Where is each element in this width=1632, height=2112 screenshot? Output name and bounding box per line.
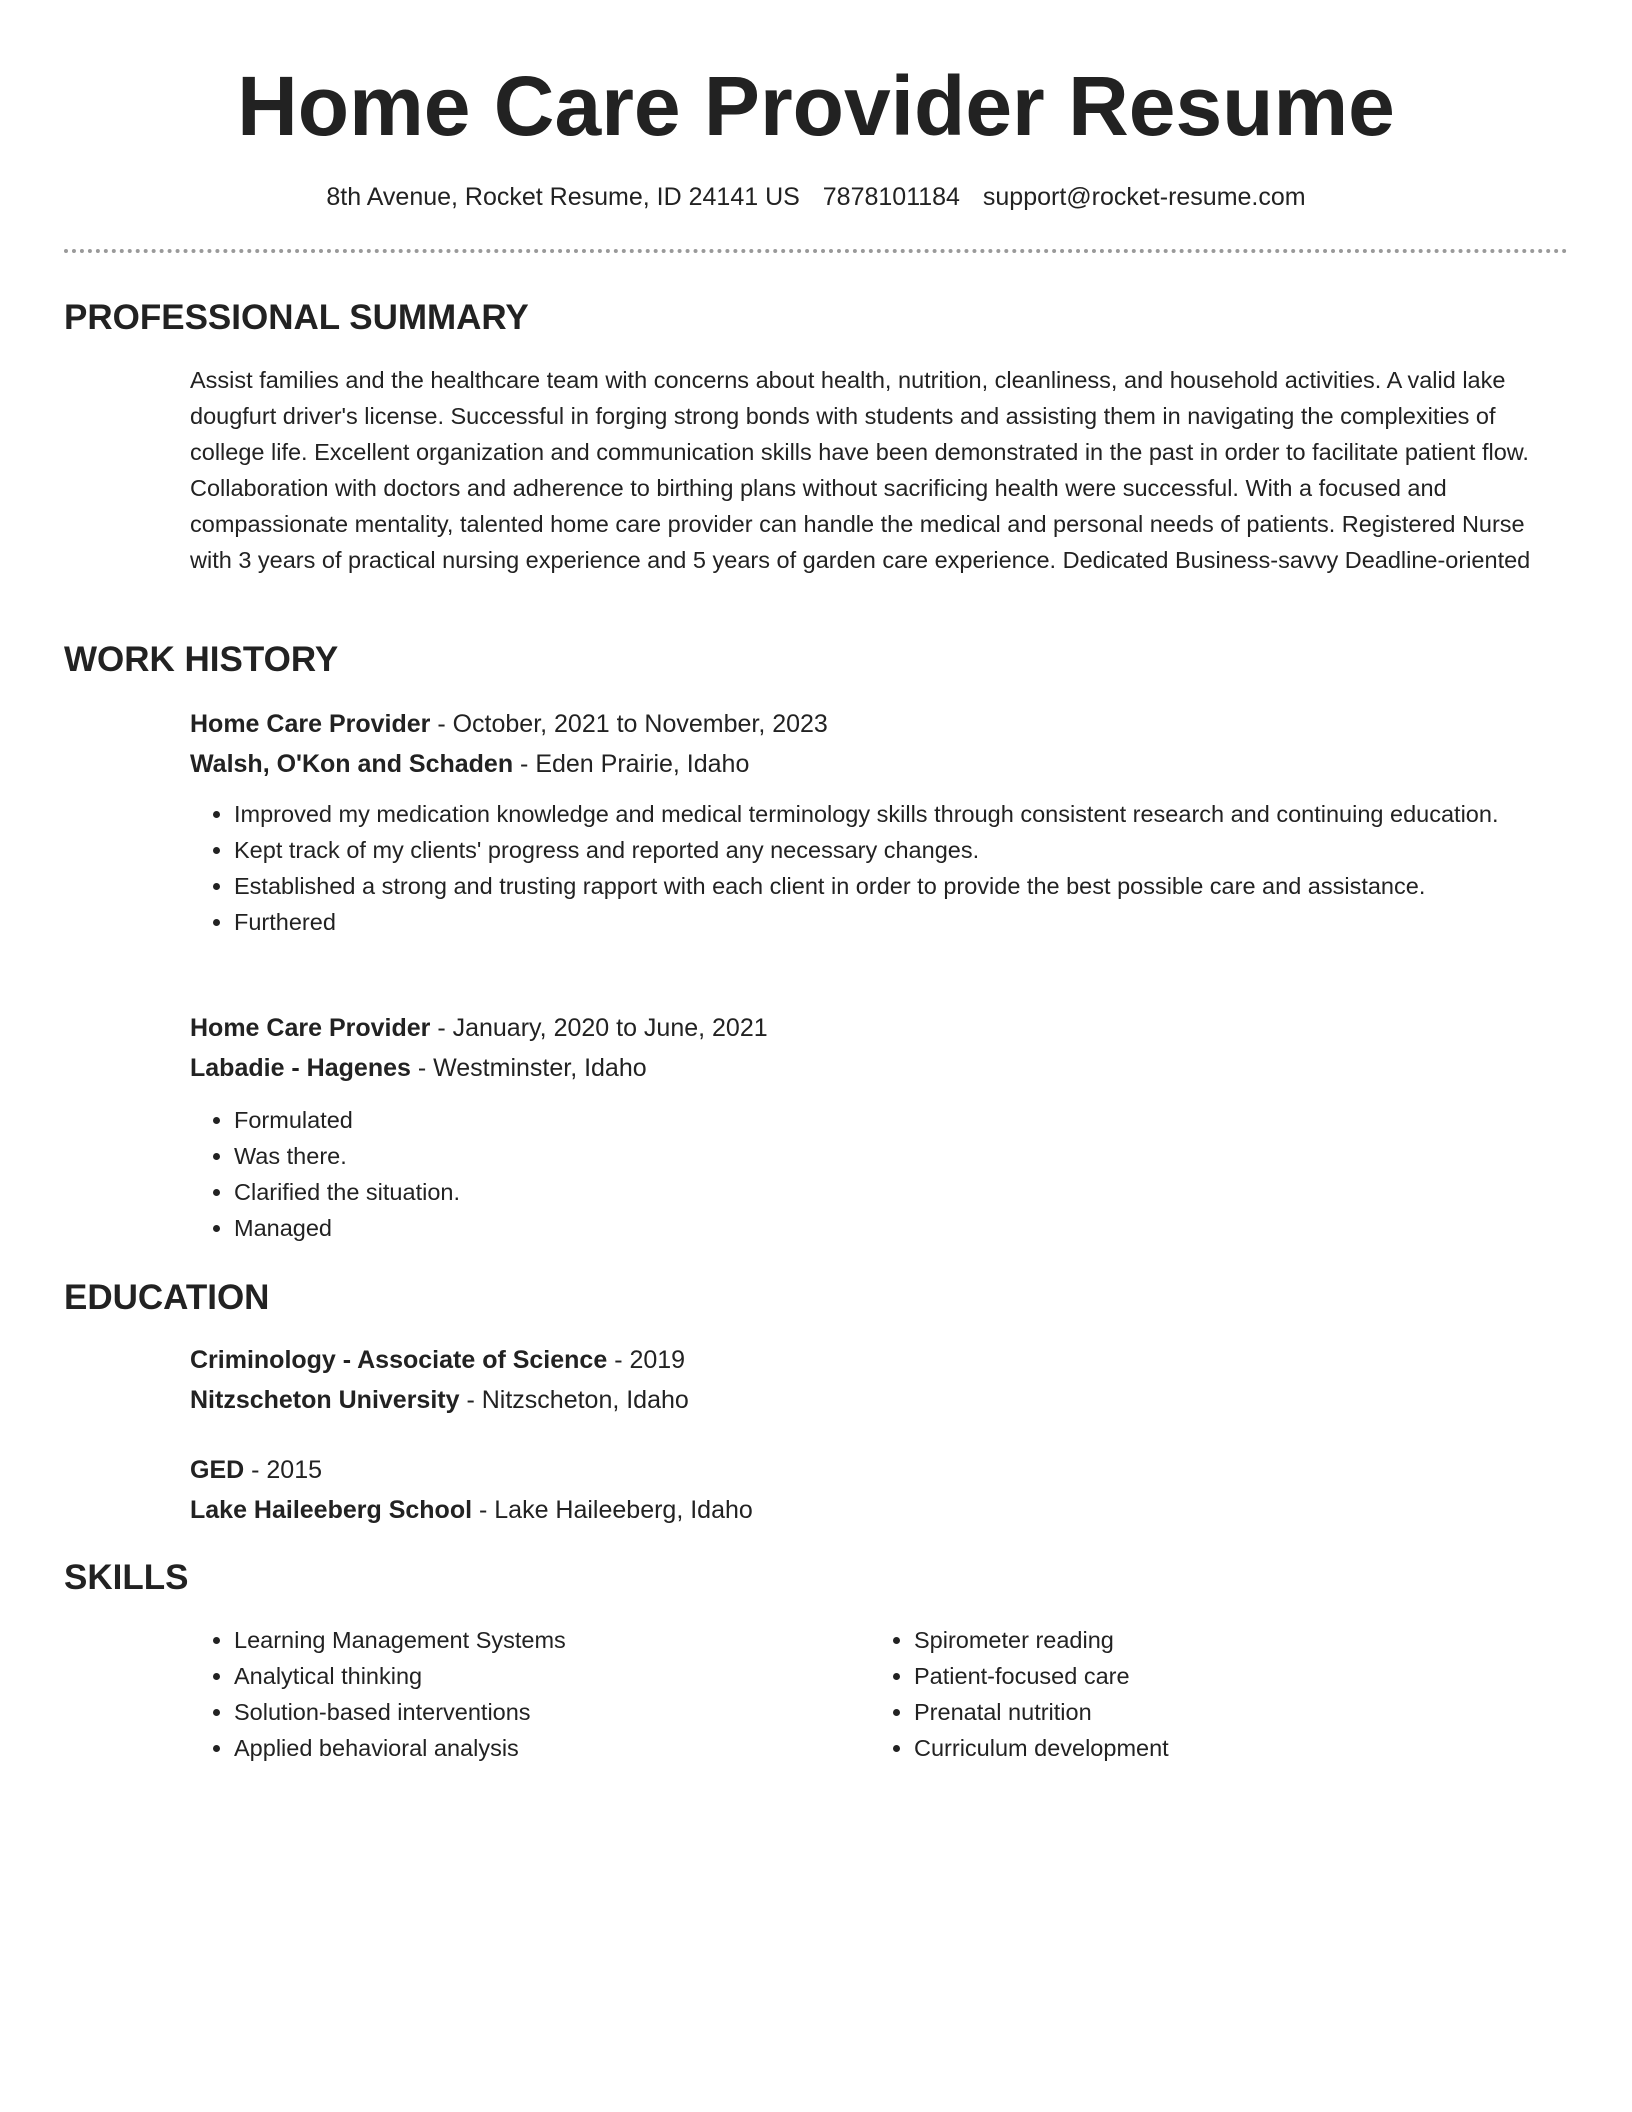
job-company-line [190, 1048, 1568, 1088]
job-role: Home Care Provider [190, 710, 431, 738]
job-dates: - October, 2021 to November, 2023 [430, 710, 828, 738]
contact-address: 8th Avenue, Rocket Resume, ID 24141 US [326, 183, 800, 211]
skills-column-right [870, 1622, 1550, 1766]
skill-item: • Patient-focused care [914, 1658, 1550, 1694]
education-year: - 2015 [244, 1456, 323, 1484]
skill-item: • Applied behavioral analysis [234, 1730, 870, 1766]
list-item: • Was there. [234, 1138, 1568, 1174]
list-item: • Clarified the situation. [234, 1174, 1568, 1210]
summary-block [190, 362, 1568, 578]
education-location: - Lake Haileeberg, Idaho [472, 1496, 753, 1524]
resume-title: Home Care Provider Resume [237, 59, 1395, 153]
list-item: • Improved my medication knowledge and medical terminology skills through consistent research and continuing education. [234, 796, 1568, 832]
job-role: Home Care Provider [190, 1014, 431, 1042]
job-entry [190, 704, 1568, 940]
skills-columns [190, 1622, 1570, 1766]
skills-column-left [190, 1622, 870, 1766]
job-location: - Westminster, Idaho [410, 1054, 647, 1082]
job-dates: - January, 2020 to June, 2021 [430, 1014, 768, 1042]
skill-item: • Analytical thinking [234, 1658, 870, 1694]
skill-item: • Solution-based interventions [234, 1694, 870, 1730]
job-location: - Eden Prairie, Idaho [513, 750, 750, 778]
job-bullets [190, 796, 1568, 940]
job-role-line [190, 704, 1568, 744]
contact-email: support@rocket-resume.com [982, 183, 1306, 211]
contact-phone: 7878101184 [822, 183, 960, 211]
job-role-line [190, 1008, 1568, 1048]
education-school-line [190, 1380, 1568, 1420]
list-item: • Formulated [234, 1102, 1568, 1138]
job-entry [190, 1008, 1568, 1246]
skills-list [190, 1622, 870, 1766]
job-bullets [190, 1102, 1568, 1246]
list-item: • Established a strong and trusting rapport with each client in order to provide the best possible care and assistance. [234, 868, 1568, 904]
job-company: Labadie - Hagenes [190, 1054, 411, 1082]
skills-list [870, 1622, 1550, 1766]
education-school: Nitzscheton University [190, 1386, 460, 1414]
job-company-line [190, 744, 1568, 784]
contact-info [64, 180, 1568, 214]
education-school: Lake Haileeberg School [190, 1496, 473, 1524]
skill-item: • Curriculum development [914, 1730, 1550, 1766]
skill-item: • Prenatal nutrition [914, 1694, 1550, 1730]
list-item: • Furthered [234, 904, 1568, 940]
summary-heading: PROFESSIONAL SUMMARY [64, 298, 529, 337]
education-location: - Nitzscheton, Idaho [459, 1386, 689, 1414]
list-item: • Managed [234, 1210, 1568, 1246]
skills-heading: SKILLS [64, 1558, 189, 1597]
education-school-line [190, 1490, 1568, 1530]
education-degree: Criminology - Associate of Science [190, 1346, 608, 1374]
education-entry [190, 1340, 1568, 1420]
skill-item: • Spirometer reading [914, 1622, 1550, 1658]
work-history-heading: WORK HISTORY [64, 640, 339, 679]
education-degree-line [190, 1340, 1568, 1380]
education-degree: GED [190, 1456, 245, 1484]
skill-item: • Learning Management Systems [234, 1622, 870, 1658]
education-heading: EDUCATION [64, 1278, 270, 1317]
education-year: - 2019 [607, 1346, 686, 1374]
list-item: • Kept track of my clients' progress and reported any necessary changes. [234, 832, 1568, 868]
summary-text: Assist families and the healthcare team with concerns about health, nutrition, cleanliness, and household activities. A valid lake dougfurt driver's license. Successful in forging strong bonds with students and assisting them in navigating the complexities of college life. Excellent organization and communication skills have been demonstrated in the past in order to facilitate patient flow. Collaboration with doctors and adherence to birthing plans without sacrificing health were successful. With a focused and compassionate mentality, talented home care provider can handle the medical and personal needs of patients. Registered Nurse with 3 years of practical nursing experience and 5 years of garden care experience. Dedicated Business-savvy Deadline-oriented [190, 367, 1531, 573]
education-degree-line [190, 1450, 1568, 1490]
education-entry [190, 1450, 1568, 1530]
job-company: Walsh, O'Kon and Schaden [190, 750, 514, 778]
header-divider [64, 249, 1568, 253]
